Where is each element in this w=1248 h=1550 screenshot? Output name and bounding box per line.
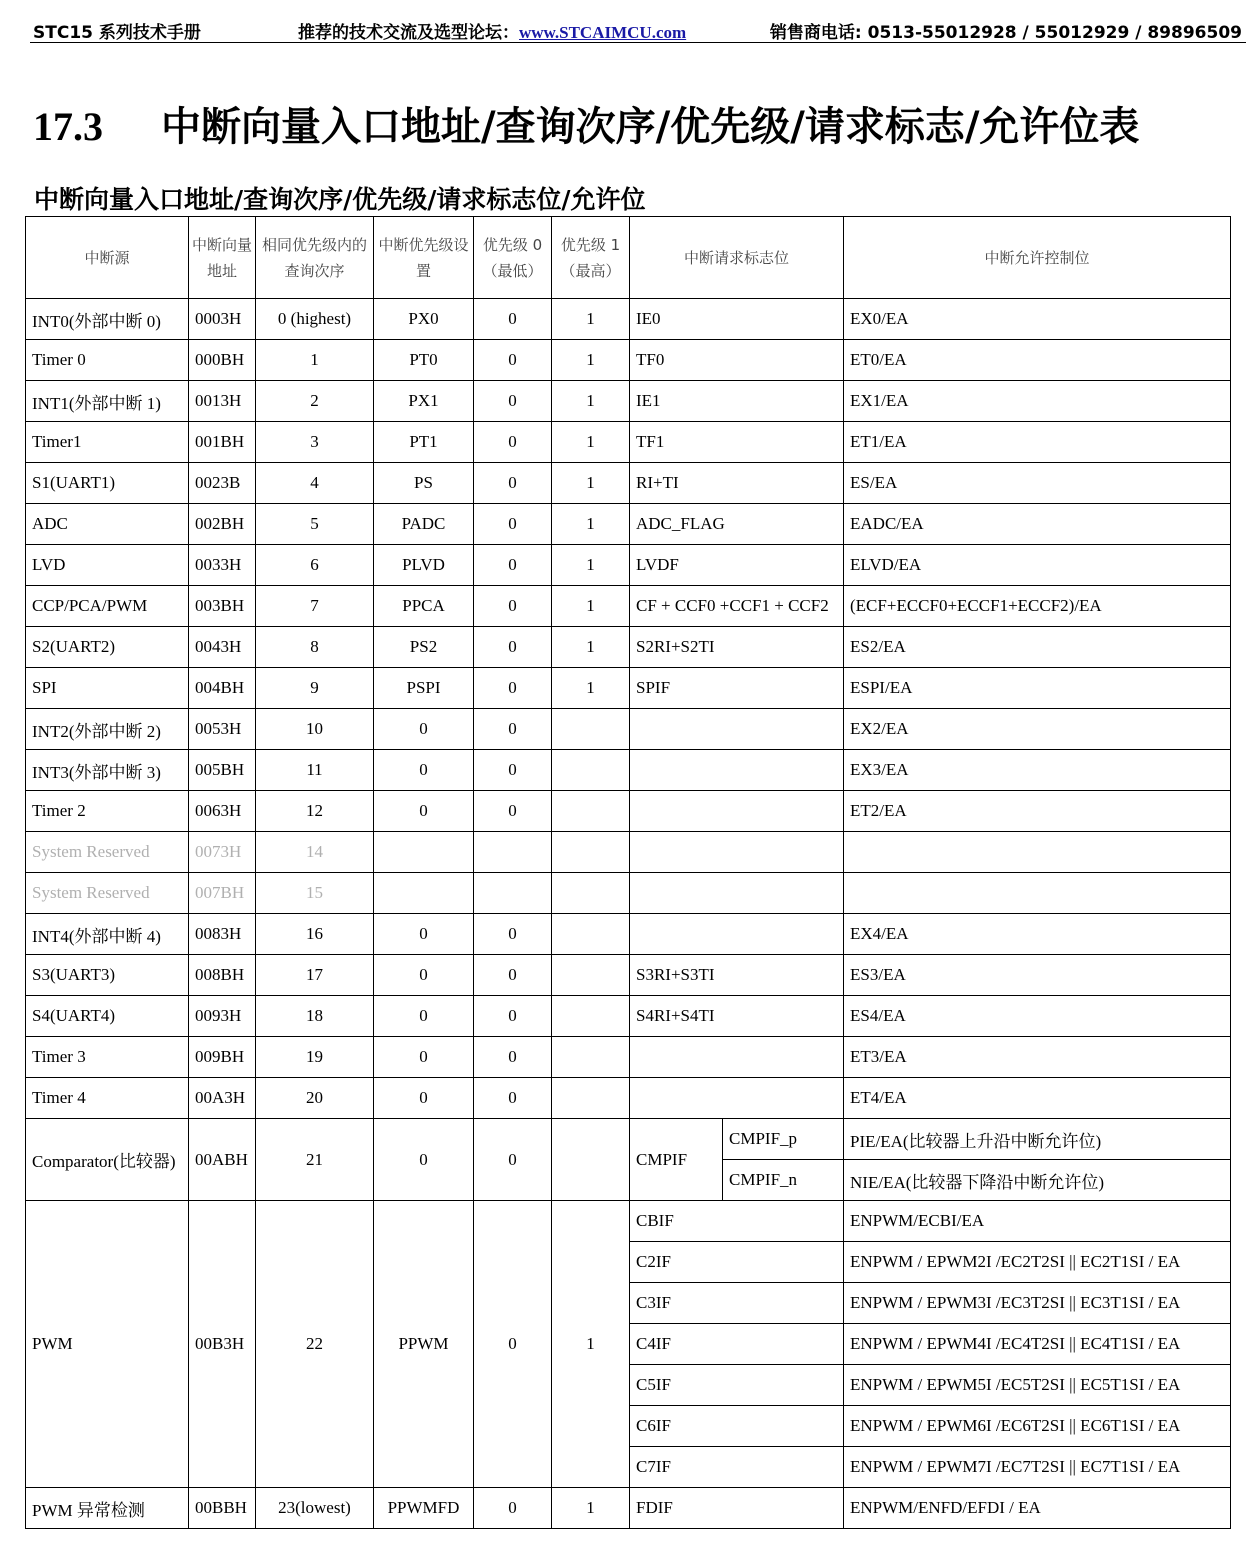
- forum-link[interactable]: www.STCAIMCU.com: [519, 23, 687, 42]
- cell-flag: IE1: [630, 381, 844, 422]
- cell-priority-setting: PLVD: [374, 545, 474, 586]
- cell-priority1: [552, 832, 630, 873]
- table-row: [26, 504, 1231, 545]
- cell-subflag: CMPIF_n: [723, 1160, 844, 1201]
- cell-order: 16: [256, 914, 374, 955]
- cell-flag: CBIF: [630, 1201, 844, 1242]
- cell-source: INT3(外部中断 3): [26, 750, 189, 791]
- cell-flag: [630, 914, 844, 955]
- cell-source: SPI: [26, 668, 189, 709]
- cell-source: S2(UART2): [26, 627, 189, 668]
- table-row: [26, 709, 1231, 750]
- table-row: [26, 545, 1231, 586]
- header-address: 中断向量地址: [189, 217, 256, 299]
- cell-flag: CMPIF: [630, 1119, 723, 1201]
- cell-priority-setting: 0: [374, 750, 474, 791]
- cell-priority1: [552, 873, 630, 914]
- cell-priority-setting: 0: [374, 709, 474, 750]
- cell-priority0: 0: [474, 1119, 552, 1201]
- cell-order: 20: [256, 1078, 374, 1119]
- table-row: [26, 914, 1231, 955]
- sales-phone: 销售商电话: 0513-55012928 / 55012929 / 89896509: [769, 23, 1242, 43]
- cell-priority1: 1: [552, 422, 630, 463]
- cell-source: Timer 3: [26, 1037, 189, 1078]
- cell-priority0: 0: [474, 750, 552, 791]
- table-row: [26, 1119, 1231, 1160]
- cell-priority1: 1: [552, 463, 630, 504]
- cell-flag: CF + CCF0 +CCF1 + CCF2: [630, 586, 844, 627]
- cell-source: PWM 异常检测: [26, 1488, 189, 1529]
- table-title: 中断向量入口地址/查询次序/优先级/请求标志位/允许位: [34, 185, 646, 214]
- cell-address: 001BH: [189, 422, 256, 463]
- cell-priority-setting: 0: [374, 1037, 474, 1078]
- table-row: [26, 791, 1231, 832]
- cell-priority0: 0: [474, 1488, 552, 1529]
- cell-enable: ET4/EA: [844, 1078, 1231, 1119]
- cell-order: 14: [256, 832, 374, 873]
- header-enable: 中断允许控制位: [844, 217, 1231, 299]
- table-row: [26, 1078, 1231, 1119]
- cell-source: Timer 4: [26, 1078, 189, 1119]
- manual-title: STC15 系列技术手册: [33, 23, 201, 43]
- cell-enable: ENPWM/ENFD/EFDI / EA: [844, 1488, 1231, 1529]
- cell-order: 17: [256, 955, 374, 996]
- header-flag: 中断请求标志位: [630, 217, 844, 299]
- cell-enable: (ECF+ECCF0+ECCF1+ECCF2)/EA: [844, 586, 1231, 627]
- cell-priority1: 1: [552, 627, 630, 668]
- cell-priority1: 1: [552, 586, 630, 627]
- cell-address: 0073H: [189, 832, 256, 873]
- cell-priority-setting: 0: [374, 914, 474, 955]
- cell-enable: ET3/EA: [844, 1037, 1231, 1078]
- cell-priority0: 0: [474, 668, 552, 709]
- cell-source: S3(UART3): [26, 955, 189, 996]
- cell-enable: ET0/EA: [844, 340, 1231, 381]
- cell-flag: [630, 750, 844, 791]
- cell-enable: ELVD/EA: [844, 545, 1231, 586]
- cell-priority0: 0: [474, 1078, 552, 1119]
- cell-address: 0003H: [189, 299, 256, 340]
- cell-order: 7: [256, 586, 374, 627]
- cell-priority1: [552, 750, 630, 791]
- cell-priority-setting: [374, 832, 474, 873]
- cell-enable: EX1/EA: [844, 381, 1231, 422]
- cell-order: 8: [256, 627, 374, 668]
- cell-address: 003BH: [189, 586, 256, 627]
- table-row: [26, 1201, 1231, 1242]
- cell-order: 2: [256, 381, 374, 422]
- cell-address: 004BH: [189, 668, 256, 709]
- cell-enable: ENPWM / EPWM6I /EC6T2SI || EC6T1SI / EA: [844, 1406, 1231, 1447]
- cell-priority1: 1: [552, 1488, 630, 1529]
- cell-flag: [630, 1037, 844, 1078]
- forum-label: 推荐的技术交流及选型论坛：: [298, 23, 519, 43]
- cell-source: System Reserved: [26, 873, 189, 914]
- cell-flag: [630, 873, 844, 914]
- cell-order: 19: [256, 1037, 374, 1078]
- cell-priority1: [552, 955, 630, 996]
- cell-priority-setting: 0: [374, 1078, 474, 1119]
- cell-order: 10: [256, 709, 374, 750]
- table-row: [26, 832, 1231, 873]
- table-header-row: [26, 217, 1231, 299]
- cell-priority1: 1: [552, 1201, 630, 1488]
- cell-enable: ET1/EA: [844, 422, 1231, 463]
- cell-priority-setting: 0: [374, 955, 474, 996]
- table-row: [26, 955, 1231, 996]
- cell-priority0: 0: [474, 299, 552, 340]
- cell-subflag: CMPIF_p: [723, 1119, 844, 1160]
- cell-flag: [630, 832, 844, 873]
- cell-enable: EX0/EA: [844, 299, 1231, 340]
- cell-address: 0033H: [189, 545, 256, 586]
- cell-order: 12: [256, 791, 374, 832]
- cell-enable: ES/EA: [844, 463, 1231, 504]
- cell-address: 0053H: [189, 709, 256, 750]
- cell-address: 0083H: [189, 914, 256, 955]
- cell-priority-setting: 0: [374, 996, 474, 1037]
- cell-flag: C7IF: [630, 1447, 844, 1488]
- cell-priority0: 0: [474, 791, 552, 832]
- cell-enable: EX2/EA: [844, 709, 1231, 750]
- section-title: 中断向量入口地址/查询次序/优先级/请求标志/允许位表: [161, 104, 1140, 150]
- cell-priority1: 1: [552, 381, 630, 422]
- cell-priority-setting: PPWM: [374, 1201, 474, 1488]
- cell-address: 00A3H: [189, 1078, 256, 1119]
- cell-order: 1: [256, 340, 374, 381]
- cell-enable: PIE/EA(比较器上升沿中断允许位): [844, 1119, 1231, 1160]
- cell-order: 11: [256, 750, 374, 791]
- section-number: 17.3: [33, 104, 103, 149]
- cell-priority-setting: PS2: [374, 627, 474, 668]
- cell-address: 0013H: [189, 381, 256, 422]
- cell-enable: ESPI/EA: [844, 668, 1231, 709]
- cell-source: INT2(外部中断 2): [26, 709, 189, 750]
- cell-address: 0093H: [189, 996, 256, 1037]
- cell-flag: ADC_FLAG: [630, 504, 844, 545]
- cell-priority0: 0: [474, 709, 552, 750]
- cell-priority1: [552, 791, 630, 832]
- cell-priority-setting: 0: [374, 791, 474, 832]
- cell-flag: [630, 709, 844, 750]
- cell-source: Timer 0: [26, 340, 189, 381]
- cell-priority1: 1: [552, 504, 630, 545]
- cell-address: 008BH: [189, 955, 256, 996]
- cell-priority1: [552, 1119, 630, 1201]
- table-row: [26, 422, 1231, 463]
- cell-source: Comparator(比较器): [26, 1119, 189, 1201]
- cell-priority0: 0: [474, 996, 552, 1037]
- cell-address: 0063H: [189, 791, 256, 832]
- cell-priority0: 0: [474, 1201, 552, 1488]
- table-row: [26, 750, 1231, 791]
- table-row: [26, 668, 1231, 709]
- table-row: [26, 381, 1231, 422]
- cell-address: 0023B: [189, 463, 256, 504]
- cell-order: 9: [256, 668, 374, 709]
- cell-enable: NIE/EA(比较器下降沿中断允许位): [844, 1160, 1231, 1201]
- cell-priority1: 1: [552, 668, 630, 709]
- cell-flag: C3IF: [630, 1283, 844, 1324]
- cell-priority0: 0: [474, 586, 552, 627]
- cell-order: 5: [256, 504, 374, 545]
- cell-source: INT0(外部中断 0): [26, 299, 189, 340]
- cell-address: 0043H: [189, 627, 256, 668]
- cell-priority0: 0: [474, 381, 552, 422]
- cell-priority-setting: 0: [374, 1119, 474, 1201]
- cell-priority1: [552, 1037, 630, 1078]
- cell-priority-setting: PX1: [374, 381, 474, 422]
- cell-flag: C5IF: [630, 1365, 844, 1406]
- cell-source: INT4(外部中断 4): [26, 914, 189, 955]
- cell-priority1: [552, 996, 630, 1037]
- cell-flag: LVDF: [630, 545, 844, 586]
- cell-priority0: 0: [474, 627, 552, 668]
- cell-priority1: 1: [552, 340, 630, 381]
- cell-priority-setting: PPWMFD: [374, 1488, 474, 1529]
- cell-priority-setting: PSPI: [374, 668, 474, 709]
- cell-order: 4: [256, 463, 374, 504]
- cell-enable: ET2/EA: [844, 791, 1231, 832]
- cell-priority1: 1: [552, 545, 630, 586]
- section-heading: [33, 95, 1139, 152]
- cell-priority0: 0: [474, 1037, 552, 1078]
- cell-priority1: [552, 914, 630, 955]
- table-row: [26, 586, 1231, 627]
- cell-priority0: 0: [474, 340, 552, 381]
- cell-flag: C2IF: [630, 1242, 844, 1283]
- header-source: 中断源: [26, 217, 189, 299]
- cell-priority1: [552, 709, 630, 750]
- cell-priority-setting: PADC: [374, 504, 474, 545]
- cell-flag: [630, 1078, 844, 1119]
- cell-enable: [844, 832, 1231, 873]
- cell-priority-setting: PT0: [374, 340, 474, 381]
- header-order: 相同优先级内的查询次序: [256, 217, 374, 299]
- cell-enable: ENPWM / EPWM2I /EC2T2SI || EC2T1SI / EA: [844, 1242, 1231, 1283]
- cell-address: 00BBH: [189, 1488, 256, 1529]
- cell-order: 15: [256, 873, 374, 914]
- cell-flag: IE0: [630, 299, 844, 340]
- cell-flag: TF0: [630, 340, 844, 381]
- cell-order: 0 (highest): [256, 299, 374, 340]
- cell-address: 007BH: [189, 873, 256, 914]
- cell-source: S1(UART1): [26, 463, 189, 504]
- cell-address: 009BH: [189, 1037, 256, 1078]
- cell-priority0: [474, 832, 552, 873]
- cell-order: 23(lowest): [256, 1488, 374, 1529]
- cell-source: System Reserved: [26, 832, 189, 873]
- cell-address: 00B3H: [189, 1201, 256, 1488]
- cell-priority-setting: PS: [374, 463, 474, 504]
- cell-flag: S3RI+S3TI: [630, 955, 844, 996]
- table-row: [26, 873, 1231, 914]
- cell-enable: ENPWM/ECBI/EA: [844, 1201, 1231, 1242]
- cell-flag: [630, 791, 844, 832]
- cell-priority0: 0: [474, 504, 552, 545]
- table-row: [26, 463, 1231, 504]
- header-divider: [30, 42, 1246, 43]
- cell-address: 000BH: [189, 340, 256, 381]
- page-header: [0, 12, 1248, 42]
- cell-order: 21: [256, 1119, 374, 1201]
- cell-priority0: 0: [474, 545, 552, 586]
- cell-priority0: [474, 873, 552, 914]
- cell-enable: ENPWM / EPWM3I /EC3T2SI || EC3T1SI / EA: [844, 1283, 1231, 1324]
- header-priority0: 优先级 0（最低）: [474, 217, 552, 299]
- cell-order: 6: [256, 545, 374, 586]
- cell-enable: ES2/EA: [844, 627, 1231, 668]
- cell-source: ADC: [26, 504, 189, 545]
- cell-priority1: 1: [552, 299, 630, 340]
- cell-source: LVD: [26, 545, 189, 586]
- table-row: [26, 627, 1231, 668]
- cell-priority-setting: PT1: [374, 422, 474, 463]
- cell-priority1: [552, 1078, 630, 1119]
- cell-address: 005BH: [189, 750, 256, 791]
- cell-enable: EADC/EA: [844, 504, 1231, 545]
- cell-flag: RI+TI: [630, 463, 844, 504]
- cell-enable: ES3/EA: [844, 955, 1231, 996]
- cell-priority-setting: PX0: [374, 299, 474, 340]
- cell-flag: S4RI+S4TI: [630, 996, 844, 1037]
- cell-priority0: 0: [474, 914, 552, 955]
- cell-priority0: 0: [474, 422, 552, 463]
- cell-order: 3: [256, 422, 374, 463]
- cell-source: Timer1: [26, 422, 189, 463]
- cell-priority0: 0: [474, 955, 552, 996]
- table-row: [26, 1488, 1231, 1529]
- cell-flag: FDIF: [630, 1488, 844, 1529]
- interrupt-table: [25, 216, 1231, 1529]
- header-priority1: 优先级 1（最高）: [552, 217, 630, 299]
- cell-source: INT1(外部中断 1): [26, 381, 189, 422]
- cell-source: Timer 2: [26, 791, 189, 832]
- cell-enable: ENPWM / EPWM7I /EC7T2SI || EC7T1SI / EA: [844, 1447, 1231, 1488]
- cell-enable: EX4/EA: [844, 914, 1231, 955]
- cell-flag: TF1: [630, 422, 844, 463]
- cell-enable: ENPWM / EPWM4I /EC4T2SI || EC4T1SI / EA: [844, 1324, 1231, 1365]
- cell-priority0: 0: [474, 463, 552, 504]
- cell-source: PWM: [26, 1201, 189, 1488]
- cell-flag: C4IF: [630, 1324, 844, 1365]
- cell-enable: [844, 873, 1231, 914]
- cell-order: 18: [256, 996, 374, 1037]
- cell-order: 22: [256, 1201, 374, 1488]
- cell-source: S4(UART4): [26, 996, 189, 1037]
- cell-flag: C6IF: [630, 1406, 844, 1447]
- cell-flag: SPIF: [630, 668, 844, 709]
- header-priority-setting: 中断优先级设置: [374, 217, 474, 299]
- cell-address: 002BH: [189, 504, 256, 545]
- table-row: [26, 1037, 1231, 1078]
- table-row: [26, 299, 1231, 340]
- cell-enable: EX3/EA: [844, 750, 1231, 791]
- cell-address: 00ABH: [189, 1119, 256, 1201]
- cell-priority-setting: [374, 873, 474, 914]
- cell-enable: ES4/EA: [844, 996, 1231, 1037]
- table-row: [26, 996, 1231, 1037]
- cell-priority-setting: PPCA: [374, 586, 474, 627]
- forum-info: [298, 18, 686, 43]
- cell-flag: S2RI+S2TI: [630, 627, 844, 668]
- table-row: [26, 340, 1231, 381]
- cell-source: CCP/PCA/PWM: [26, 586, 189, 627]
- cell-enable: ENPWM / EPWM5I /EC5T2SI || EC5T1SI / EA: [844, 1365, 1231, 1406]
